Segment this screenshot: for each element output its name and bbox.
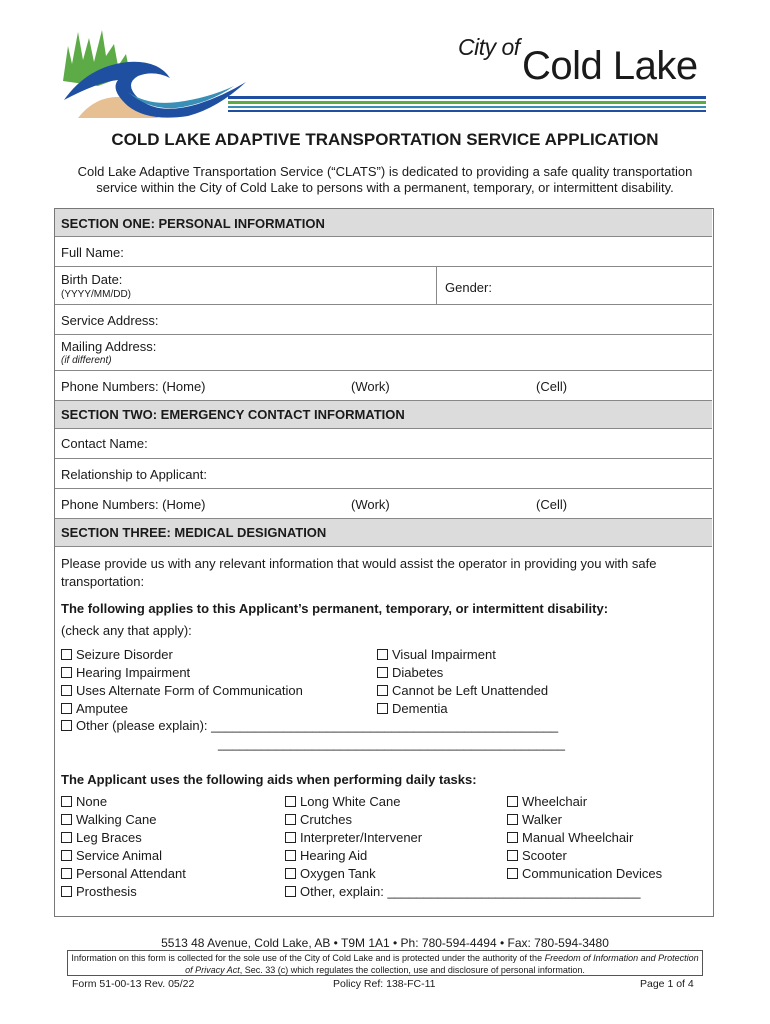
medical-prompt: Please provide us with any relevant information that would assist the operator in providing you with safe transportation: [61,556,657,589]
section-one-header [55,209,712,237]
service-address-field[interactable] [55,305,712,335]
emergency-phone-work-label: (Work) [351,497,390,512]
phone-numbers-row[interactable] [55,371,712,401]
phone-cell-label: (Cell) [536,379,568,394]
aid-checkbox[interactable] [61,796,72,807]
condition-option[interactable] [377,682,548,700]
condition-option[interactable] [377,646,548,664]
condition-label: Hearing Impairment [76,665,191,680]
condition-checkbox[interactable] [61,685,72,696]
condition-option[interactable] [61,664,303,682]
gender-field[interactable] [437,267,711,304]
aid-label: Hearing Aid [300,848,368,863]
condition-checkbox[interactable] [61,667,72,678]
mailing-address-label: Mailing Address: [61,339,157,354]
aid-checkbox[interactable] [507,850,518,861]
aids-column-3 [507,793,662,883]
full-name-label: Full Name: [61,245,124,260]
privacy-notice-text: Information on this form is collected for the sole use of the City of Cold Lake and is protected under the authority of the [71,953,545,963]
footer-address: 5513 48 Avenue, Cold Lake, AB • T9M 1A1 • Ph: 780-594-4494 • Fax: 780-594-3480 [161,936,609,950]
city-name: Cold Lake [522,44,698,88]
aid-label: Other, explain: ___________________________________ [300,884,641,899]
condition-label: Cannot be Left Unattended [392,683,549,698]
other-condition-field[interactable] [61,718,558,733]
condition-option[interactable] [61,646,303,664]
mailing-address-field[interactable] [55,335,712,371]
aid-label: Long White Cane [300,794,401,809]
full-name-field[interactable] [55,237,712,267]
page-number: Page 1 of 4 [640,978,694,990]
aids-heading: The Applicant uses the following aids when performing daily tasks: [61,772,477,787]
condition-checkbox[interactable] [377,685,388,696]
section-one-title: SECTION ONE: PERSONAL INFORMATION [61,216,325,231]
gender-label: Gender: [445,280,492,295]
condition-label: Diabetes [392,665,444,680]
condition-label: Visual Impairment [392,647,496,662]
policy-reference: Policy Ref: 138-FC-11 [333,978,436,990]
birth-date-format: (YYYY/MM/DD) [61,289,131,300]
aid-option[interactable] [61,793,186,811]
aid-label: Manual Wheelchair [522,830,634,845]
aid-checkbox[interactable] [285,832,296,843]
aid-option[interactable] [61,865,186,883]
aid-checkbox[interactable] [507,868,518,879]
aid-checkbox[interactable] [507,814,518,825]
aid-label: None [76,794,108,809]
aid-option[interactable] [61,811,186,829]
aids-column-1 [61,793,186,901]
aid-option[interactable] [507,829,662,847]
condition-checkbox[interactable] [377,667,388,678]
header-stripe-teal [228,106,706,108]
aid-checkbox[interactable] [61,814,72,825]
form-title: COLD LAKE ADAPTIVE TRANSPORTATION SERVICE APPLICATION [111,130,659,149]
privacy-act-name: Freedom of Information and Protection of Privacy Act [185,953,699,975]
aid-checkbox[interactable] [285,796,296,807]
birth-date-field[interactable] [55,267,435,304]
aid-label: Communication Devices [522,866,663,881]
header-stripe-green [228,101,706,104]
aid-checkbox[interactable] [507,796,518,807]
phone-home-label: Phone Numbers: (Home) [61,379,206,394]
aid-label: Oxygen Tank [300,866,376,881]
emergency-phone-cell-label: (Cell) [536,497,568,512]
condition-option[interactable] [377,664,548,682]
check-any-note: (check any that apply): [61,623,192,638]
aid-checkbox[interactable] [61,832,72,843]
application-form [54,208,714,917]
condition-checkbox[interactable] [377,703,388,714]
condition-checkbox[interactable] [61,703,72,714]
other-condition-label: Other (please explain): ________________________________________________ [76,718,559,733]
aid-label: Leg Braces [76,830,142,845]
aid-option[interactable] [507,865,662,883]
header-stripe-blue [228,96,706,99]
birth-gender-row [55,267,712,305]
privacy-notice [67,950,703,976]
birth-date-label: Birth Date: [61,272,123,287]
section-two-title: SECTION TWO: EMERGENCY CONTACT INFORMATION [61,407,405,422]
privacy-notice-text-2: , Sec. 33 (c) which regulates the collection, use and disclosure of personal information. [239,965,585,975]
section-two-header [55,401,712,429]
aid-option[interactable] [507,811,662,829]
section-three-header [55,519,712,547]
aid-checkbox[interactable] [61,886,72,897]
relationship-field[interactable] [55,459,712,489]
condition-label: Uses Alternate Form of Communication [76,683,303,698]
service-address-label: Service Address: [61,313,159,328]
aid-checkbox[interactable] [61,868,72,879]
aid-checkbox[interactable] [285,814,296,825]
aid-checkbox[interactable] [285,868,296,879]
aid-label: Personal Attendant [76,866,186,881]
disability-heading: The following applies to this Applicant’s permanent, temporary, or intermittent disability: [61,601,609,616]
aid-label: Scooter [522,848,567,863]
aid-label: Prosthesis [76,884,137,899]
intro-text: Cold Lake Adaptive Transportation Service (“CLATS”) is dedicated to providing a safe quality transportation service within the City of Cold Lake to persons with a permanent, temporary, or intermittent disability. [77,164,693,195]
section-three-title: SECTION THREE: MEDICAL DESIGNATION [61,525,327,540]
aid-option[interactable] [61,883,186,901]
aid-option[interactable] [507,793,662,811]
aid-label: Interpreter/Intervener [300,830,423,845]
city-of-label: City of [458,34,520,60]
condition-label: Amputee [76,701,129,716]
aid-option[interactable] [285,883,641,901]
contact-name-label: Contact Name: [61,436,148,451]
aid-option[interactable] [61,829,186,847]
condition-label: Dementia [392,701,448,716]
condition-option[interactable] [61,682,303,700]
aid-checkbox[interactable] [61,850,72,861]
relationship-label: Relationship to Applicant: [61,467,207,482]
aid-label: Crutches [300,812,353,827]
aid-option[interactable] [507,847,662,865]
aid-label: Walking Cane [76,812,157,827]
aid-checkbox[interactable] [285,850,296,861]
aid-label: Service Animal [76,848,162,863]
aid-label: Wheelchair [522,794,588,809]
other-condition-checkbox[interactable] [61,720,72,731]
condition-checkbox[interactable] [377,649,388,660]
header-stripe-blue-2 [228,110,706,112]
conditions-left-list [61,646,303,718]
emergency-phone-home-label: Phone Numbers: (Home) [61,497,206,512]
mailing-address-note: (if different) [61,355,112,366]
other-condition-line-2[interactable]: ________________________________________________ [218,736,566,751]
phone-work-label: (Work) [351,379,390,394]
aid-option[interactable] [61,847,186,865]
contact-name-field[interactable] [55,429,712,459]
condition-label: Seizure Disorder [76,647,173,662]
condition-option[interactable] [377,700,548,718]
form-number: Form 51-00-13 Rev. 05/22 [72,978,195,990]
condition-checkbox[interactable] [61,649,72,660]
condition-option[interactable] [61,700,303,718]
aid-checkbox[interactable] [285,886,296,897]
emergency-phone-row[interactable] [55,489,712,519]
aid-label: Walker [522,812,562,827]
conditions-right-list [377,646,548,718]
city-logo-mark [58,26,248,118]
aid-checkbox[interactable] [507,832,518,843]
